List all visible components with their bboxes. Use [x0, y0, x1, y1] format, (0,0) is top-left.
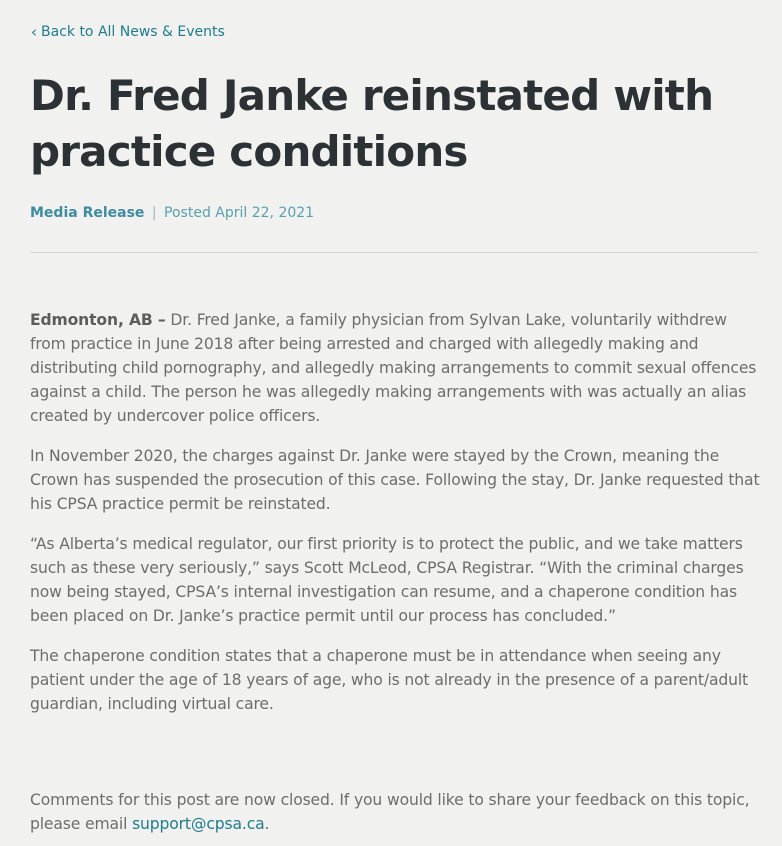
article-paragraph: “As Alberta’s medical regulator, our first priority is to protect the public, and we take matters such as these very seriously,” says Scott McLeod, CPSA Registrar. “With the criminal charges now being stayed, CPSA’s internal investigation can resume, and a chaperone condition has been placed on Dr. Janke’s practice permit until our process has concluded.” [30, 535, 744, 625]
dateline: Edmonton, AB – [30, 311, 166, 329]
article-paragraph [30, 308, 760, 428]
chevron-left-icon: ‹ [31, 22, 37, 41]
comments-end: . [264, 815, 270, 833]
comments-closed-notice [30, 788, 770, 836]
support-email-link[interactable]: support@cpsa.ca [132, 815, 265, 833]
post-category[interactable]: Media Release [30, 205, 145, 221]
post-date: Posted April 22, 2021 [164, 205, 315, 221]
back-to-news-link[interactable] [31, 24, 225, 40]
paragraph-text: Dr. Fred Janke, a family physician from Sylvan Lake, voluntarily withdrew from practice in June 2018 after being arrested and charged with allegedly making and distributing child pornography, and allegedly making arrangements to commit sexual offences against a child. The person he was allegedly making arrangements with was actually an alias created by undercover police officers. [30, 311, 757, 425]
article-body [30, 308, 760, 732]
page-title: Dr. Fred Janke reinstated with practice conditions [30, 71, 714, 176]
article-paragraph: In November 2020, the charges against Dr. Janke were stayed by the Crown, meaning the Crown has suspended the prosecution of this case. Following the stay, Dr. Janke requested that his CPSA practice permit be reinstated. [30, 447, 760, 513]
article-paragraph: The chaperone condition states that a chaperone must be in attendance when seeing any patient under the age of 18 years of age, who is not already in the presence of a parent/adult guardian, including virtual care. [30, 647, 749, 713]
meta-separator: | [151, 205, 157, 221]
back-link-label: Back to All News & Events [41, 24, 225, 40]
divider [30, 252, 758, 253]
comments-text: Comments for this post are now closed. If you would like to share your feedback on this topic, please email [30, 791, 750, 833]
post-meta [30, 205, 314, 221]
